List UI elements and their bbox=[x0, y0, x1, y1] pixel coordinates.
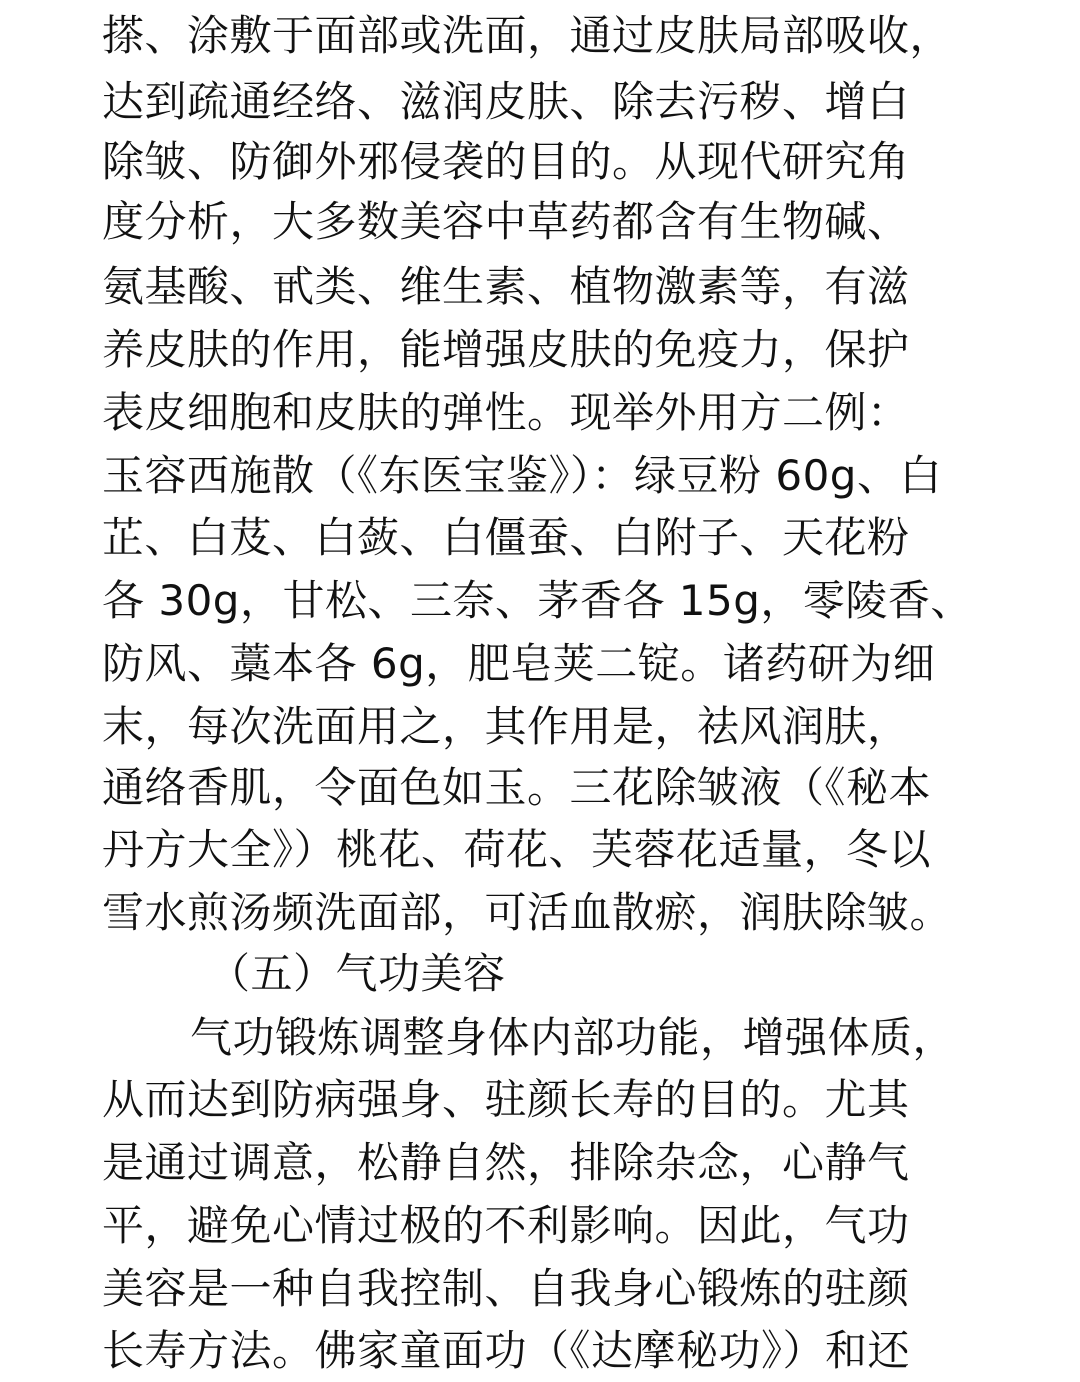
text-line: 达到疏通经络、滋润皮肤、除去污秽、增白 bbox=[102, 77, 910, 126]
text-line: 长寿方法。佛家童面功（《达摩秘功》）和还 bbox=[102, 1326, 911, 1375]
text-line: 从而达到防病强身、驻颜长寿的目的。尤其 bbox=[102, 1075, 910, 1124]
text-line: 丹方大全》）桃花、荷花、芙蓉花适量，冬以 bbox=[102, 825, 932, 874]
text-line: 除皱、防御外邪侵袭的目的。从现代研究角 bbox=[102, 137, 910, 186]
paragraph-first-line: 气功锻炼调整身体内部功能，增强体质， bbox=[190, 1013, 956, 1062]
text-line: 各 30g，甘松、三奈、茅香各 15g，零陵香、 bbox=[102, 576, 973, 625]
text-line: 末，每次洗面用之，其作用是，祛风润肤， bbox=[102, 702, 910, 751]
text-line: 雪水煎汤频洗面部，可活血散瘀，润肤除皱。 bbox=[102, 888, 953, 937]
text-line: 美容是一种自我控制、自我身心锻炼的驻颜 bbox=[102, 1264, 910, 1313]
text-line: 芷、白芨、白蔹、白僵蚕、白附子、天花粉 bbox=[102, 513, 910, 562]
text-line: 氨基酸、甙类、维生素、植物激素等，有滋 bbox=[102, 262, 910, 311]
text-line: 平，避免心情过极的不利影响。因此，气功 bbox=[102, 1201, 910, 1250]
section-heading: （五）气功美容 bbox=[208, 949, 506, 998]
text-line: 表皮细胞和皮肤的弹性。现举外用方二例： bbox=[102, 388, 910, 437]
text-line: 是通过调意，松静自然，排除杂念，心静气 bbox=[102, 1138, 910, 1187]
text-line: 搽、涂敷于面部或洗面，通过皮肤局部吸收， bbox=[102, 11, 953, 60]
text-line: 养皮肤的作用，能增强皮肤的免疫力，保护 bbox=[102, 325, 910, 374]
text-line: 玉容西施散（《东医宝鉴》）：绿豆粉 60g、白 bbox=[102, 451, 942, 500]
text-line: 通络香肌，令面色如玉。三花除皱液（《秘本 bbox=[102, 763, 932, 812]
text-line: 度分析，大多数美容中草药都含有生物碱、 bbox=[102, 197, 910, 246]
text-line: 防风、藁本各 6g，肥皂荚二锭。诸药研为细 bbox=[102, 639, 936, 688]
